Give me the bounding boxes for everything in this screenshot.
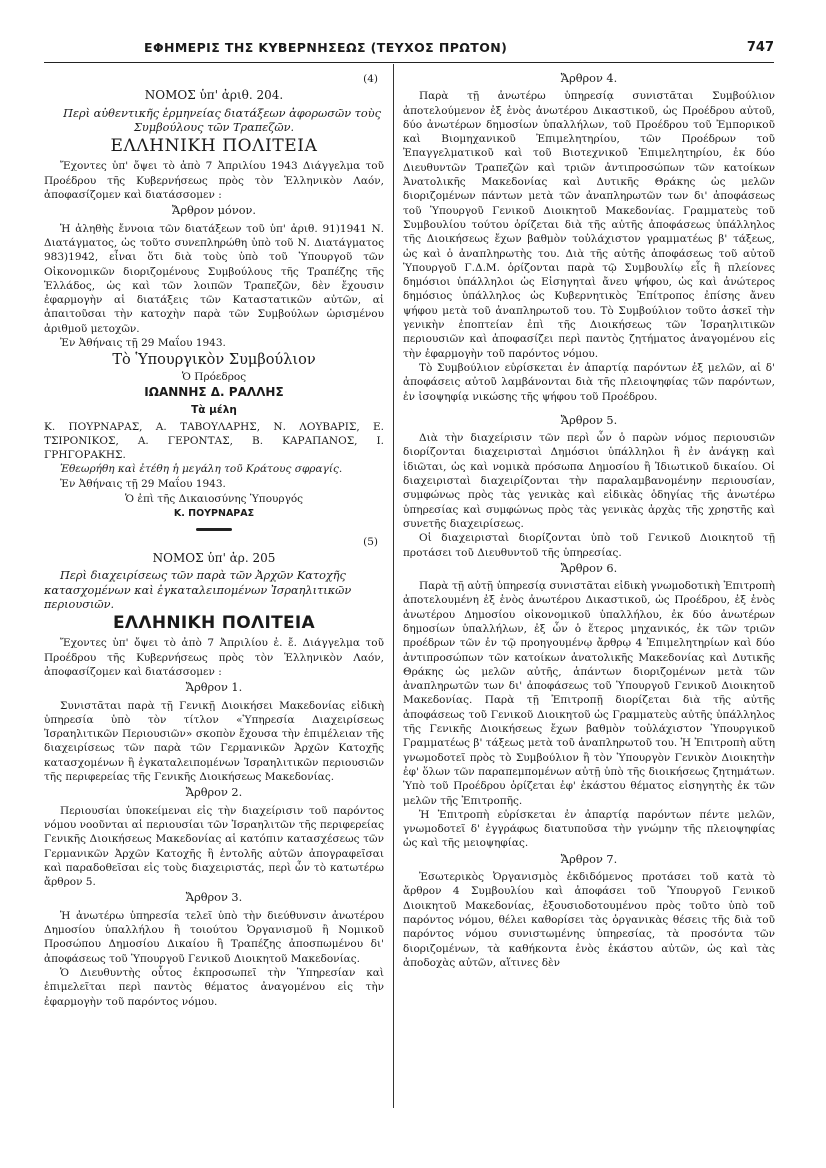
article-6-body: Παρὰ τῇ αὐτῇ ὑπηρεσίᾳ συνιστᾶται εἰδικὴ γνωμοδοτικὴ Ἐπιτροπὴ ἀποτελουμένη ἐξ ἑνὸς ἀνωτέρου Δικαστικοῦ, ὡς Προέδρου, ἐξ ἑνὸς ἀνωτέρου Δημοσίου οἰκονομικοῦ ὑπαλλήλου, ἐκ δύο ἀνωτέρων δημοσίων ὑπαλλήλων, ἐξ ὧν ὁ ἕτερος μηχανικός, ἐκ τῶν τριῶν προέδρων τῶν ἐν τῷ προηγουμένῳ ἄρθρῳ 4 Ἐπιμελητηρίων καὶ δύο ἀντιπροσώπων τῶν κατοίκων ἀνατολικῆς Μακεδονίας καὶ Δυτικῆς Θράκης ὡς μελῶν αὐτῆς, ἁπάντων διοριζομένων μετὰ τῶν ἀναπληρωτῶν των δι' ἀποφάσεως τοῦ Ὑπουργοῦ Γενικοῦ Διοικητοῦ Μακεδονίας. Παρὰ τῇ Ἐπιτροπῇ διορίζεται διὰ τῆς αὐτῆς ἀποφάσεως τοῦ Γενικοῦ Διοικητοῦ ὡς Γραμματεὺς αὐτῆς ὑπάλληλος τῆς Γενικῆς Διοικήσεως ἔχων βαθμὸν τοὐλάχιστον Ὑπουργικοῦ Γραμματέως β' τάξεως μετὰ τοῦ ἀναπληρωτοῦ του. Ἡ Ἐπιτροπὴ αὕτη γνωμοδοτεῖ πρὸς τὸ Συμβούλιον ἢ τὸν Ὑπουργὸν Γενικὸν Διοικητὴν ἐφ' ὅλων τῶν παραπεμπομένων αὐτῇ ὑπὸ τῆς διοικήσεως ζητημάτων. Ὑπὸ τοῦ Προέδρου ὁρίζεται ἐφ' ἑκάστου θέματος εἰσηγητὴς ἐκ τῶν μελῶν τῆς Ἐπιτροπῆς. (403, 580, 775, 807)
left-column (44, 70, 384, 1009)
law-sequence-number-2: (5) (363, 535, 378, 548)
column-divider (393, 64, 394, 1108)
article-5-body-2: Οἱ διαχειρισταὶ διορίζονται ὑπὸ τοῦ Γενικοῦ Διοικητοῦ τῇ προτάσει τοῦ Διευθυντοῦ τῆς ὑπηρεσίας. (403, 532, 775, 559)
preamble-2: Ἔχοντες ὑπ' ὄψει τὸ ἀπὸ 7 Ἀπριλίου ἐ. ἔ. Διάγγελμα τοῦ Προέδρου τῆς Κυβερνήσεως πρὸς τὸν Ἑλληνικὸν Λαόν, ἀποφασίζομεν καὶ διατάσσομεν : (44, 637, 384, 678)
article-2-body: Περιουσίαι ὑποκείμεναι εἰς τὴν διαχείρισιν τοῦ παρόντος νόμου νοοῦνται αἱ περιουσίαι τῶν Ἰσραηλιτῶν τῆς περιφερείας Γενικῆς Διοικήσεως Μακεδονίας αἱ κατόπιν κατασχέσεως τῶν Γερμανικῶν Ἀρχῶν Κατοχῆς ἢ ἐντολῆς αὐτῶν ἀπογραφεῖσαι καὶ παραδοθεῖσαι εἰς τοὺς διαχειριστάς, περὶ ὧν τὸ κατωτέρω ἄρθρον 5. (44, 804, 385, 889)
president-name: ΙΩΑΝΝΗΣ Δ. ΡΑΛΛΗΣ (144, 384, 284, 399)
article-3-body: Ἡ ἀνωτέρω ὑπηρεσία τελεῖ ὑπὸ τὴν διεύθυνσιν ἀνωτέρου Δημοσίου ὑπαλλήλου ἢ τοιούτου Ὀργανισμοῦ ἢ Νομικοῦ Προσώπου Δημοσίου Δικαίου ἢ Τραπέζης ἀποσπωμένου δι' ἀποφάσεως τοῦ Ὑπουργοῦ Γενικοῦ Διοικητοῦ Μακεδονίας. (44, 909, 384, 965)
article-1-heading: Ἄρθρον 1. (185, 681, 243, 695)
article-5-heading: Ἄρθρον 5. (560, 413, 618, 427)
header-rule (44, 62, 774, 63)
law-sequence-number: (4) (363, 73, 378, 85)
date-line-2: Ἐν Ἀθήναις τῇ 29 Μαΐου 1943. (60, 477, 226, 490)
page-number: 747 (746, 40, 774, 55)
polity-heading: ΕΛΛΗΝΙΚΗ ΠΟΛΙΤΕΙΑ (110, 136, 318, 157)
article-heading: Ἄρθρον μόνον. (172, 204, 256, 218)
article-4-body: Παρὰ τῇ ἀνωτέρω ὑπηρεσίᾳ συνιστᾶται Συμβούλιον ἀποτελούμενον ἐξ ἑνὸς ἀνωτέρου Δικαστικοῦ, ὡς Προέδρου αὐτοῦ, δύο ἀνωτέρων δημοσίων ὑπαλλήλων, τοῦ Προέδρου τοῦ Ἐμπορικοῦ καὶ Βιομηχανικοῦ Ἐπιμελητηρίου, τῶν Προέδρων τοῦ Ἐπαγγελματικοῦ καὶ τοῦ Βιοτεχνικοῦ Ἐπιμελητηρίου, ἐκ δύο Διευθυντῶν Τραπεζῶν καὶ τριῶν ἀντιπροσώπων τῶν κατοίκων Ἀνατολικῆς Μακεδονίας καὶ Δυτικῆς Θράκης ὡς μελῶν διοριζομένων πάντων μετὰ τῶν ἀναπληρωτῶν των δι' ἀποφάσεως τοῦ Ὑπουργοῦ Γενικοῦ Διοικητοῦ Μακεδονίας. Γραμματεὺς τοῦ Συμβουλίου τούτου ὁρίζεται διὰ τῆς αὐτῆς ἀποφάσεως ὑπάλληλος τῆς Διοικήσεως ἔχων βαθμὸν τοὐλάχιστον γραμματέως β' τάξεως, ὡς καὶ ὁ ἀναπληρωτὴς του. Διὰ τῆς αὐτῆς ἀποφάσεως τοῦ αὐτοῦ Ὑπουργοῦ Γ.Δ.Μ. ὁρίζονται παρὰ τῷ Συμβουλίῳ εἷς ἢ πλείονες δημόσιοι ὑπάλληλοι ὡς Εἰσηγηταὶ ἄνευ ψήφου, ὡς καὶ ἀνώτερος δημόσιος ὑπάλληλος ὡς Κυβερνητικὸς Ἐπίτροπος ἐπίσης ἄνευ ψήφου μετὰ τοῦ ἀναπληρωτοῦ του. Τὸ Συμβούλιον τοῦτο ἀσκεῖ τὴν γενικὴν ἐποπτείαν ἐπὶ τῆς Διοικήσεως τῶν Ἰσραηλιτικῶν περιουσιῶν καὶ ἀποφασίζει περὶ παντὸς ζητήματος ἀναγομένου εἰς τὴν ἐφαρμογὴν τοῦ παρόντος νόμου. (403, 90, 775, 360)
law-topic-2: Περὶ διαχειρίσεως τῶν παρὰ τῶν Ἀρχῶν Κατοχῆς κατασχομένων καὶ ἐγκαταλειπομένων Ἰσραηλιτικῶν περιουσιῶν. (44, 569, 352, 611)
article-3-body-2: Ὁ Διευθυντὴς οὗτος ἐκπροσωπεῖ τὴν Ὑπηρεσίαν καὶ ἐπιμελεῖται περὶ παντὸς θέματος ἀναγομένου εἰς τὴν ἐφαρμογὴν τοῦ παρόντος νόμου. (44, 966, 384, 1008)
page-header (44, 40, 774, 62)
seal-line: Ἐθεωρήθη καὶ ἐτέθη ἡ μεγάλη τοῦ Κράτους σφραγίς. (60, 463, 343, 476)
law-title: ΝΟΜΟΣ ὑπ' ἀριθ. 204. (144, 88, 284, 103)
article-6-body-2: Ἡ Ἐπιτροπὴ εὑρίσκεται ἐν ἀπαρτίᾳ παρόντων πέντε μελῶν, γνωμοδοτεῖ δ' ἐγγράφως διατυποῦσα τὴν γνώμην τῆς πλειοψηφίας ὡς καὶ τῆς μειοψηφίας. (403, 808, 775, 850)
president-label: Ὁ Πρόεδρος (181, 370, 247, 383)
date-line: Ἐν Ἀθήναις τῇ 29 Μαΐου 1943. (60, 337, 226, 350)
spacer (403, 404, 775, 412)
article-4-heading: Ἄρθρον 4. (560, 72, 618, 85)
right-column (403, 70, 775, 970)
law-title-2: ΝΟΜΟΣ ὑπ' ἀρ. 205 (152, 550, 276, 565)
law-topic: Περὶ αὐθεντικῆς ἑρμηνείας διατάξεων ἀφορωσῶν τοὺς Συμβούλους τῶν Τραπεζῶν. (63, 106, 381, 134)
section-divider (196, 528, 232, 531)
article-6-heading: Ἄρθρον 6. (560, 561, 618, 575)
article-2-heading: Ἄρθρον 2. (185, 786, 243, 800)
article-7-heading: Ἄρθρον 7. (560, 852, 618, 866)
article-5-body: Διὰ τὴν διαχείρισιν τῶν περὶ ὧν ὁ παρὼν νόμος περιουσιῶν διορίζονται διαχειρισταὶ Δημόσιοι ὑπάλληλοι ἢ ἐν ἀνάγκῃ καὶ ἰδιῶται, ὡς καὶ νομικὰ πρόσωπα Δημοσίου ἢ Ἰδιωτικοῦ δικαίου. Οἱ διαχειρισταὶ διαχειρίζονται τὴν παραλαμβανομένην περιουσίαν, συμφώνως πρὸς τὰς γενικὰς καὶ εἰδικὰς ὁδηγίας τῆς ἀνωτέρω ὑπηρεσίας καὶ συμφώνως πρὸς τὰς γενικὰς ἀρχὰς τῆς χρηστῆς καὶ συνετῆς διαχειρίσεως. (403, 432, 775, 530)
preamble: Ἔχοντες ὑπ' ὄψει τὸ ἀπὸ 7 Ἀπριλίου 1943 Διάγγελμα τοῦ Προέδρου τῆς Κυβερνήσεως πρὸς τὸν Ἑλληνικὸν Λαόν, ἀποφασίζομεν καὶ διατάσσομεν : (44, 160, 384, 202)
gazette-title: ΕΦΗΜΕΡΙΣ ΤΗΣ ΚΥΒΕΡΝΗΣΕΩΣ (ΤΕΥΧΟΣ ΠΡΩΤΟΝ) (144, 40, 508, 55)
article-4-body-2: Τὸ Συμβούλιον εὑρίσκεται ἐν ἀπαρτίᾳ παρόντων ἐξ μελῶν, αἱ δ' ἀποφάσεις αὐτοῦ λαμβάνονται διὰ τῆς πλειοψηφίας τῶν παρόντων, ἐν ἰσοψηφίᾳ νικώσης τῆς ψήφου τοῦ Προέδρου. (403, 361, 775, 403)
article-body: Ἡ ἀληθὴς ἔννοια τῶν διατάξεων τοῦ ὑπ' ἀριθ. 91)1941 Ν. Διατάγματος, ὡς τοῦτο συνεπληρώθη ὑπὸ τοῦ Ν. Διατάγματος 983)1942, εἶναι ὅτι διὰ τοὺς ὑπὸ τοῦ Ὑπουργοῦ τῶν Οἰκονομικῶν διοριζομένους Συμβούλους τῆς Τραπέζης τῆς Ἑλλάδος, ὡς καὶ τῶν λοιπῶν Τραπεζῶν, δὲν ἔχουσιν ἐφαρμογὴν αἱ διατάξεις τῶν Καταστατικῶν αὐτῶν, αἱ ἀπαιτοῦσαι τὴν κατοχὴν παρὰ τῶν Συμβούλων ὡρισμένου ἀριθμοῦ μετοχῶν. (44, 222, 384, 335)
justice-minister-label: Ὁ ἐπὶ τῆς Δικαιοσύνης Ὑπουργός (124, 493, 304, 506)
polity-heading-2: ΕΛΛΗΝΙΚΗ ΠΟΛΙΤΕΙΑ (113, 613, 315, 634)
members-names: Κ. ΠΟΥΡΝΑΡΑΣ, Α. ΤΑΒΟΥΛΑΡΗΣ, Ν. ΛΟΥΒΑΡΙΣ, Ε. ΤΣΙΡΟΝΙΚΟΣ, Α. ΓΕΡΟΝΤΑΣ, Β. ΚΑΡΑΠΑΝΟΣ, Ι. ΓΡΗΓΟΡΑΚΗΣ. (44, 420, 384, 462)
members-label: Τὰ μέλη (191, 404, 237, 417)
council-heading: Τὸ Ὑπουργικὸν Συμβούλιον (112, 352, 316, 369)
article-7-body: Ἐσωτερικὸς Ὀργανισμὸς ἐκδιδόμενος προτάσει τοῦ κατὰ τὸ ἄρθρον 4 Συμβουλίου καὶ ἀποφάσει τοῦ Ὑπουργοῦ Γενικοῦ Διοικητοῦ Μακεδονίας, ἐξουσιοδοτουμένου πρὸς τοῦτο ὑπὸ τοῦ παρόντος νόμου, θέλει καθορίσει τὰς ὀργανικὰς θέσεις τῆς διὰ τοῦ παρόντος νόμου συνιστωμένης ὑπηρεσίας, τὰ προσόντα τῶν διοριζομένων, τὰ καθήκοντα ἑνὸς ἑκάστου αὐτῶν, ὡς καὶ τὰς ἀποδοχὰς αὐτῶν, αἵτινες δὲν (403, 871, 775, 969)
article-3-heading: Ἄρθρον 3. (185, 891, 243, 905)
article-1-body: Συνιστᾶται παρὰ τῇ Γενικῇ Διοικήσει Μακεδονίας εἰδικὴ ὑπηρεσία ὑπὸ τὸν τίτλον «Ὑπηρεσία Διαχειρίσεως Ἰσραηλιτικῶν Περιουσιῶν» σκοπὸν ἔχουσα τὴν ἐπιμέλειαν τῆς διαχειρίσεως τῶν παρὰ τῶν Γερμανικῶν Ἀρχῶν Κατοχῆς κατασχομένων ἢ ἐγκαταλειπομένων Ἰσραηλιτικῶν περιουσιῶν τῆς περιφερείας τῆς Γενικῆς Διοικήσεως Μακεδονίας. (44, 699, 384, 784)
justice-minister-name: Κ. ΠΟΥΡΝΑΡΑΣ (173, 508, 255, 520)
